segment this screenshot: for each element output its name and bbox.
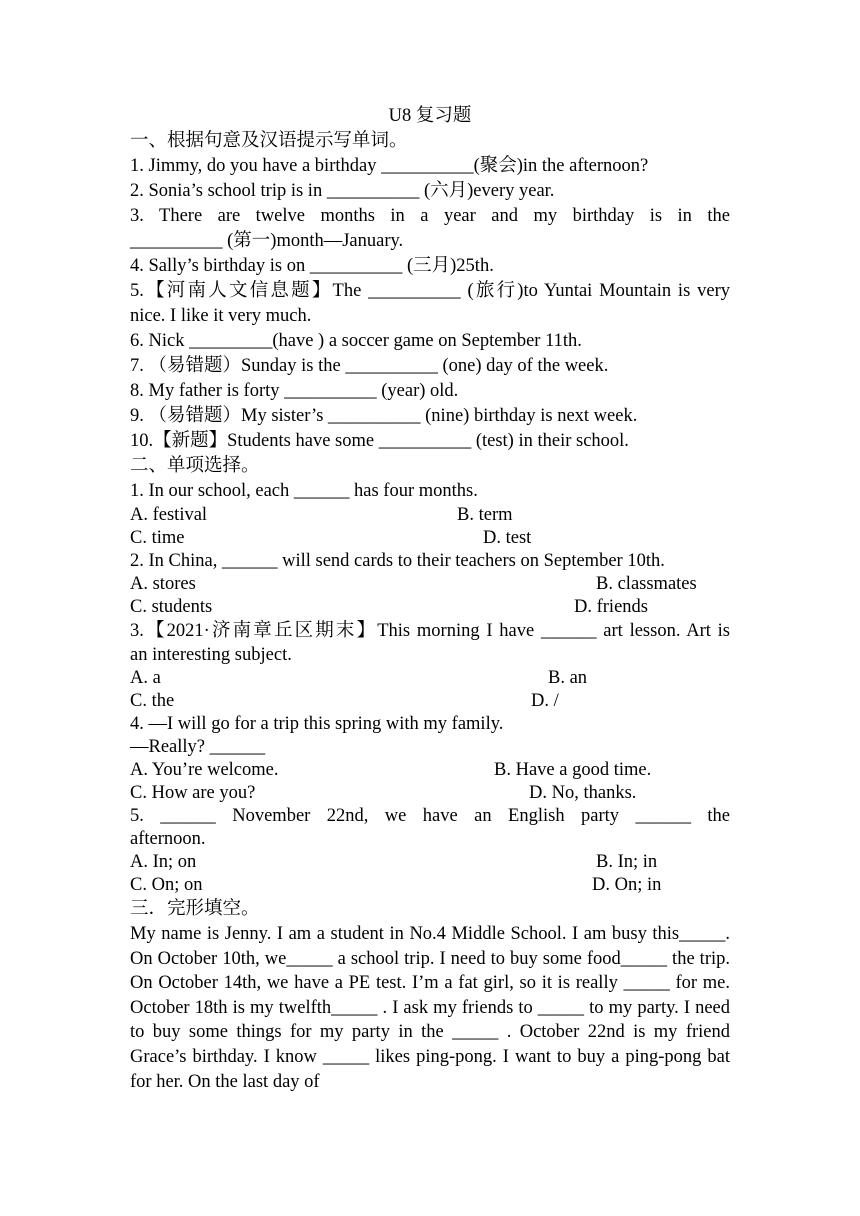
question: afternoon. — [130, 829, 206, 849]
question: 5.【河南人文信息题】The __________ (旅行)to Yuntai Mountain is very — [130, 281, 730, 301]
question: nice. I like it very much. — [130, 306, 312, 326]
question: 9. （易错题）My sister’s __________ (nine) birthday is next week. — [130, 406, 638, 426]
options-row — [130, 782, 730, 805]
question: 4. —I will go for a trip this spring with my family. — [130, 714, 504, 734]
document-page — [130, 104, 730, 1094]
question: 7. （易错题）Sunday is the __________ (one) day of the week. — [130, 356, 609, 376]
question: an interesting subject. — [130, 645, 292, 665]
question: 1. In our school, each ______ has four months. — [130, 481, 478, 501]
option: D. test — [483, 528, 532, 548]
options-row — [130, 573, 730, 596]
question: 2. Sonia’s school trip is in __________ (六月)every year. — [130, 181, 555, 201]
options-row — [130, 504, 730, 527]
options-row — [130, 690, 730, 713]
cloze-passage: My name is Jenny. I am a student in No.4 Middle School. I am busy this_____. On October 10th, we_____ a school trip. I need to buy some food_____ the trip. On October 14th, we have a PE test. I’m a fat girl, so it is really _____ for me. October 18th is my twelfth_____ . I ask my friends to _____ to my party. I need to buy some things for my party in the _____ . October 22nd is my friend Grace’s birthday. I know _____ likes ping-pong. I want to buy a ping-pong bat for her. On the last day of — [130, 924, 730, 1092]
question: 1. Jimmy, do you have a birthday __________(聚会)in the afternoon? — [130, 156, 649, 176]
options-row — [130, 596, 730, 619]
option: C. the — [130, 691, 175, 711]
options-row — [130, 874, 730, 897]
option: C. How are you? — [130, 783, 256, 803]
question: 8. My father is forty __________ (year) old. — [130, 381, 459, 401]
option: C. On; on — [130, 875, 203, 895]
option: C. time — [130, 528, 185, 548]
question: 3.【2021·济南章丘区期末】This morning I have ______ art lesson. Art is — [130, 621, 730, 641]
option: B. In; in — [596, 852, 658, 872]
option: B. an — [548, 668, 588, 688]
option: D. On; in — [592, 875, 662, 895]
question: 2. In China, ______ will send cards to their teachers on September 10th. — [130, 551, 665, 571]
option: D. friends — [574, 597, 648, 617]
question: 4. Sally’s birthday is on __________ (三月)25th. — [130, 256, 494, 276]
option: B. classmates — [596, 574, 697, 594]
options-row — [130, 527, 730, 550]
option: A. You’re welcome. — [130, 760, 279, 780]
section-heading: 三．完形填空。 — [130, 899, 260, 919]
options-row — [130, 851, 730, 874]
option: C. students — [130, 597, 213, 617]
question: 6. Nick _________(have ) a soccer game on September 11th. — [130, 331, 582, 351]
option: A. stores — [130, 574, 196, 594]
question: —Really? ______ — [130, 737, 266, 757]
section-heading: 一、根据句意及汉语提示写单词。 — [130, 131, 408, 151]
options-row — [130, 667, 730, 690]
question: 3. There are twelve months in a year and my birthday is in the — [130, 206, 730, 226]
options-row — [130, 759, 730, 782]
option: D. No, thanks. — [529, 783, 637, 803]
question: 5. ______ November 22nd, we have an English party ______ the — [130, 806, 730, 826]
option: D. / — [531, 691, 559, 711]
question: __________ (第一)month—January. — [130, 231, 404, 251]
option: B. term — [457, 505, 513, 525]
option: A. festival — [130, 505, 208, 525]
section-heading: 二、单项选择。 — [130, 456, 260, 476]
question: 10.【新题】Students have some __________ (test) in their school. — [130, 431, 629, 451]
option: B. Have a good time. — [494, 760, 652, 780]
option: A. a — [130, 668, 161, 688]
page-title: U8 复习题 — [388, 106, 472, 126]
option: A. In; on — [130, 852, 197, 872]
